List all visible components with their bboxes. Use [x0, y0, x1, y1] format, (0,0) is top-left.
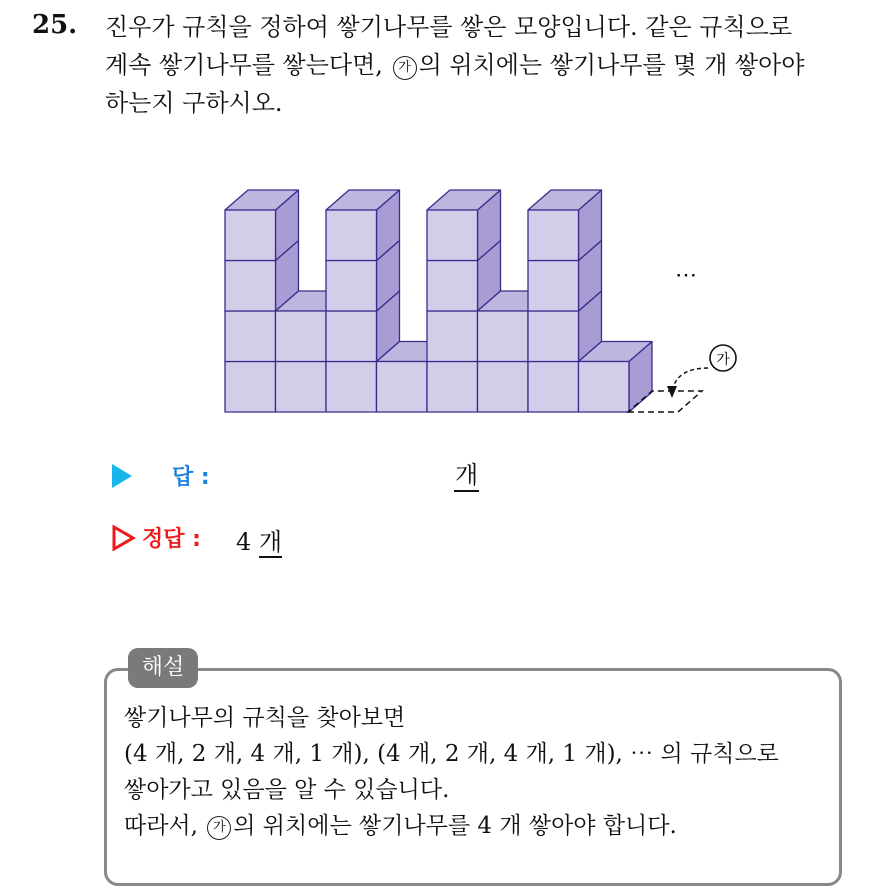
- answer-unit[interactable]: 개: [454, 460, 479, 492]
- cube-front-face: [427, 210, 478, 261]
- solution-line-1: 쌓기나무의 규칙을 찾아보면: [124, 705, 406, 731]
- cube-front-face: [478, 362, 529, 413]
- question-line-1: 진우가 규칙을 정하여 쌓기나무를 쌓은 모양입니다. 같은 규칙으로: [105, 13, 792, 41]
- solution-line-4b: 의 위치에는 쌓기나무를 4 개 쌓아야 합니다.: [233, 813, 677, 839]
- cube-front-face: [225, 210, 276, 261]
- circle-ga-icon: 가: [393, 56, 417, 80]
- cube-front-face: [579, 362, 630, 413]
- cube-front-face: [326, 362, 377, 413]
- solution-line-4: [124, 808, 834, 844]
- cube-front-face: [427, 362, 478, 413]
- cube-front-face: [225, 261, 276, 312]
- cube-front-face: [427, 311, 478, 362]
- outline-triangle-icon: [112, 525, 136, 551]
- marker-ga-icon: 가: [716, 352, 730, 368]
- question-number: 25.: [32, 10, 78, 40]
- solution-line-4a: 따라서,: [124, 813, 198, 839]
- cube-front-face: [528, 261, 579, 312]
- cube-front-face: [326, 311, 377, 362]
- cube-front-face: [225, 311, 276, 362]
- question-line-2a: 계속 쌓기나무를 쌓는다면,: [105, 51, 383, 79]
- ellipsis-text: ⋯: [675, 263, 697, 288]
- cube-front-face: [528, 210, 579, 261]
- cube-front-face: [427, 261, 478, 312]
- cube-front-face: [377, 362, 428, 413]
- question-line-3: 하는지 구하시오.: [105, 89, 283, 117]
- cube-front-face: [528, 311, 579, 362]
- play-triangle-icon: [112, 464, 132, 488]
- cube-front-face: [276, 311, 327, 362]
- cube-front-face: [326, 210, 377, 261]
- solution-line-3: 쌓아가고 있음을 알 수 있습니다.: [124, 777, 450, 803]
- correct-answer-unit: 개: [258, 528, 283, 556]
- cube-front-face: [528, 362, 579, 413]
- cube-stack: [225, 190, 652, 412]
- cube-front-face: [276, 362, 327, 413]
- solution-line-2: (4 개, 2 개, 4 개, 1 개), (4 개, 2 개, 4 개, 1 개), ⋯ 의 규칙으로: [124, 741, 779, 767]
- solution-circle-ga-icon: 가: [207, 816, 231, 840]
- cube-front-face: [225, 362, 276, 413]
- question-line-2b: 의 위치에는 쌓기나무를 몇 개 쌓아야: [418, 51, 805, 79]
- correct-answer-number: 4: [236, 528, 252, 556]
- cube-front-face: [478, 311, 529, 362]
- solution-text: [124, 700, 834, 844]
- correct-answer-value: [236, 522, 282, 557]
- answer-label: 답 :: [172, 465, 210, 490]
- cube-front-face: [326, 261, 377, 312]
- correct-answer-label: 정답 :: [142, 527, 201, 552]
- solution-tag: 해설: [128, 648, 198, 688]
